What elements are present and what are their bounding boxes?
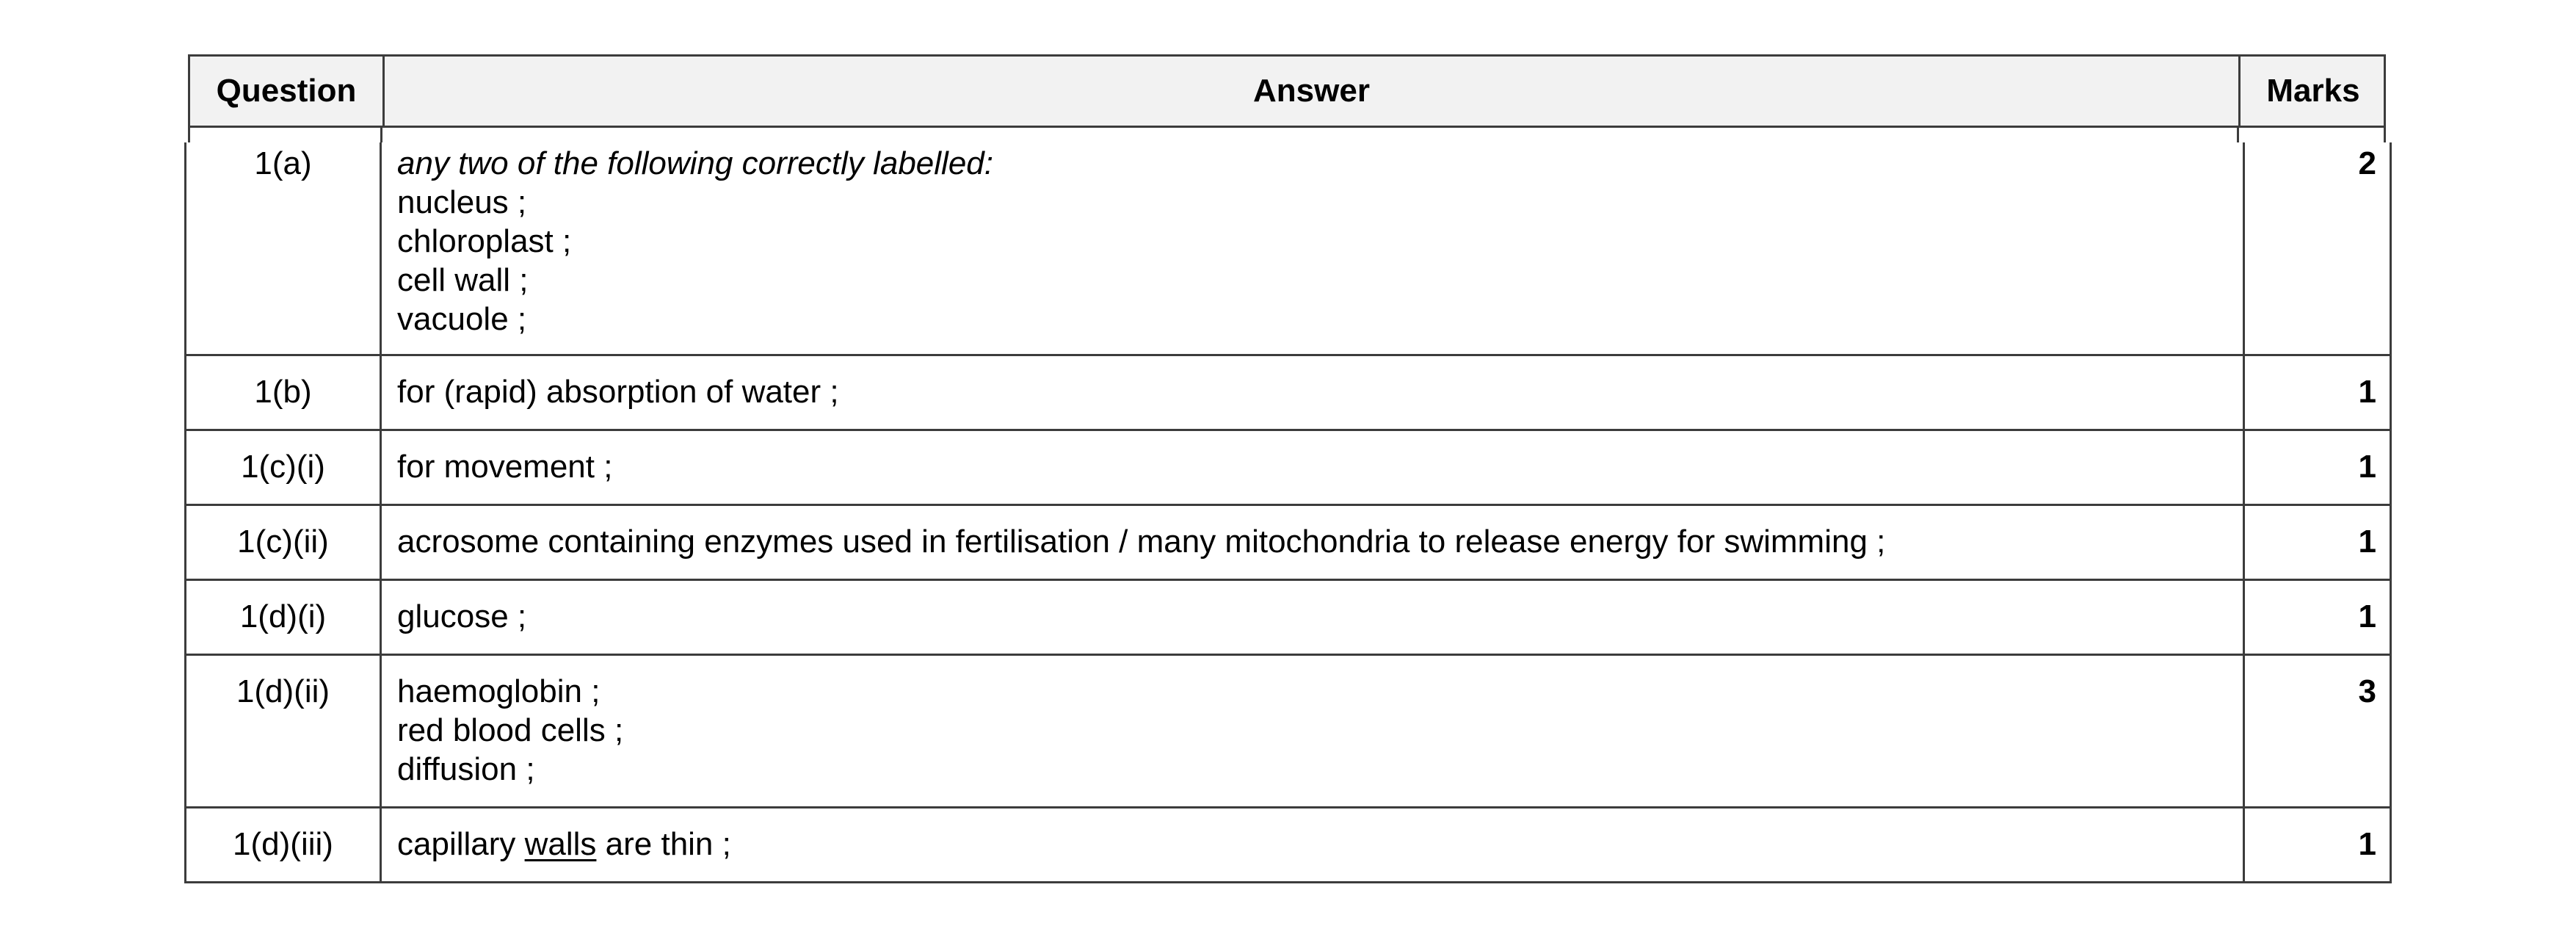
answer-underlined-text: walls	[524, 825, 597, 862]
question-number: 1(b)	[254, 373, 312, 410]
question-cell	[186, 504, 381, 579]
marks-cell	[2244, 807, 2391, 882]
table-row	[186, 579, 2391, 654]
marks-cell	[2244, 654, 2391, 807]
marks-cell	[2244, 430, 2391, 504]
answer-line: for movement ;	[397, 448, 613, 485]
answer-line: red blood cells ;	[397, 712, 624, 748]
marks-value: 2	[2358, 145, 2376, 181]
marks-cell	[2244, 579, 2391, 654]
marks-value: 3	[2358, 673, 2376, 709]
table-row	[186, 355, 2391, 430]
question-cell	[186, 579, 381, 654]
border-stub	[2384, 128, 2386, 142]
marks-value: 1	[2358, 373, 2376, 410]
answer-line: nucleus ;	[397, 184, 527, 220]
answer-line: glucose ;	[397, 598, 527, 634]
question-number: 1(d)(ii)	[236, 673, 330, 709]
header-marks: Marks	[2266, 73, 2360, 109]
header-answer: Answer	[385, 57, 2241, 126]
answer-text: are thin ;	[596, 825, 731, 862]
table-row	[186, 504, 2391, 579]
answer-cell	[381, 654, 2244, 807]
answer-line: for (rapid) absorption of water ;	[397, 373, 839, 410]
border-stub	[2237, 128, 2239, 142]
answer-cell	[381, 579, 2244, 654]
marks-value: 1	[2358, 825, 2376, 862]
marks-value: 1	[2358, 448, 2376, 485]
question-number: 1(d)(iii)	[233, 825, 333, 862]
mark-scheme-table	[184, 142, 2392, 883]
marks-cell	[2244, 355, 2391, 430]
answer-cell	[381, 807, 2244, 882]
answer-cell	[381, 142, 2244, 355]
table-row	[186, 654, 2391, 807]
question-cell	[186, 654, 381, 807]
answer-line: acrosome containing enzymes used in fertilisation / many mitochondria to release energy for swimming ;	[397, 523, 1886, 560]
table-row	[186, 142, 2391, 355]
table-row	[186, 430, 2391, 504]
answer-cell	[381, 504, 2244, 579]
question-cell	[186, 807, 381, 882]
marks-value: 1	[2358, 523, 2376, 560]
border-stub	[188, 128, 190, 142]
answer-intro: any two of the following correctly labelled:	[397, 145, 993, 181]
answer-line: cell wall ;	[397, 262, 529, 298]
table-header	[188, 54, 2386, 128]
answer-line: vacuole ;	[397, 301, 527, 337]
marks-value: 1	[2358, 598, 2376, 634]
answer-line: chloroplast ;	[397, 223, 572, 259]
table-row	[186, 807, 2391, 882]
border-stub	[380, 128, 382, 142]
answer-cell	[381, 430, 2244, 504]
answer-text: capillary	[397, 825, 525, 862]
header-question: Question	[190, 57, 385, 126]
marks-cell	[2244, 142, 2391, 355]
answer-line: haemoglobin ;	[397, 673, 601, 709]
question-cell	[186, 142, 381, 355]
question-number: 1(c)(i)	[241, 448, 325, 485]
question-number: 1(c)(ii)	[237, 523, 329, 560]
marks-cell	[2244, 504, 2391, 579]
question-number: 1(a)	[254, 145, 312, 181]
answer-line: diffusion ;	[397, 750, 535, 787]
question-number: 1(d)(i)	[239, 598, 327, 634]
question-cell	[186, 355, 381, 430]
answer-cell	[381, 355, 2244, 430]
question-cell	[186, 430, 381, 504]
